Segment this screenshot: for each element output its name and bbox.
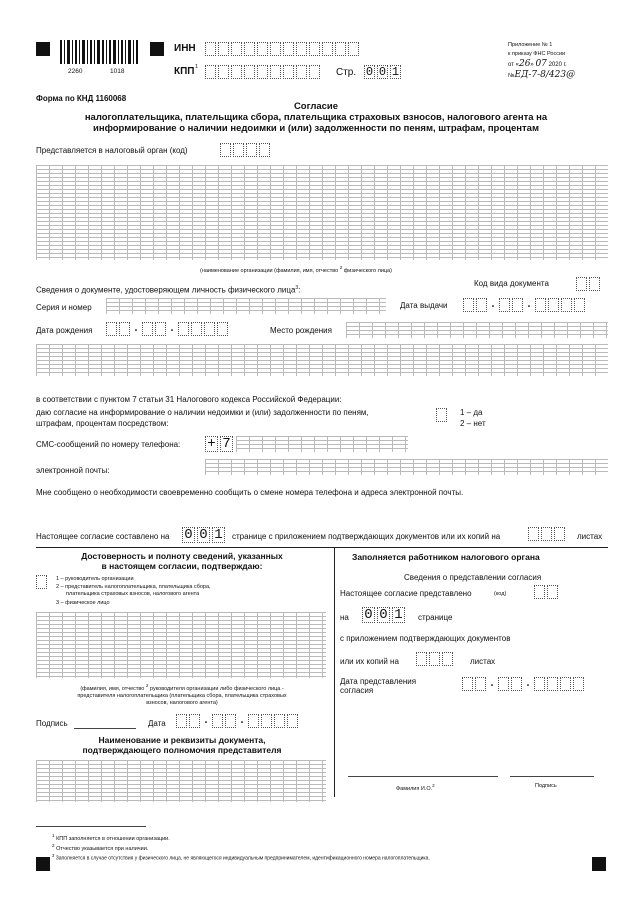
document-title <box>36 101 596 134</box>
presented-code-caption: (код) <box>494 591 507 597</box>
barcode-number-1: 2260 <box>68 68 83 75</box>
fn1-text: КПП заполняется в отношении организации. <box>56 835 170 842</box>
birth-place-label: Место рождения <box>270 326 332 335</box>
left-title-line-1: Достоверность и полноту сведений, указанных <box>81 551 283 561</box>
option-yes: 1 – да <box>460 408 483 417</box>
date-label: Дата <box>148 719 166 728</box>
footnote-3 <box>52 852 430 863</box>
official-signature-caption: Подпись <box>535 783 557 789</box>
consent-text-line-1: даю согласие на информирование о наличии недоимки и (или) задолженности по пеням, <box>36 408 369 417</box>
on-digit: 1 <box>392 607 405 623</box>
birth-place-grid-2[interactable] <box>36 344 608 376</box>
appendix-date-prefix: от « <box>508 62 519 68</box>
on-digit: 0 <box>362 607 375 623</box>
series-number-label: Серия и номер <box>36 303 92 312</box>
right-section-subtitle: Сведения о представлении согласия <box>404 573 542 582</box>
identity-doc-text: Сведения о документе, удостоверяющем личность физического лица <box>36 285 296 295</box>
signer-name-grid[interactable] <box>36 612 326 678</box>
fio-caption <box>396 782 435 793</box>
corner-marker-bottom-right <box>592 857 606 871</box>
signature-line[interactable] <box>74 728 136 729</box>
notice-text: Мне сообщено о необходимости своевременно сообщить о смене номера телефона и адреса электронной почты. <box>36 488 464 497</box>
pages-digit: 0 <box>182 527 195 543</box>
appendix-day: 26 <box>518 59 531 69</box>
legal-basis: в соответствии с пунктом 7 статьи 31 Налогового кодекса Российской Федерации: <box>36 395 342 404</box>
title-line-3: информирование о наличии недоимки и (или) задолженности по пеням, штрафам, процентам <box>92 123 539 134</box>
on-pages-cells <box>362 607 407 623</box>
section-divider-top <box>36 547 608 548</box>
fio-sup: 2 <box>432 783 435 788</box>
caption-sup: 2 <box>339 265 343 270</box>
caption-1: (фамилия, имя, отчество <box>80 685 146 692</box>
appendix-no-value: ЕД-7-8/423@ <box>514 70 576 80</box>
fn2-text: Отчество указывается при наличии. <box>56 845 149 852</box>
inn-cells[interactable] <box>205 42 361 56</box>
organization-name-grid[interactable] <box>36 165 608 260</box>
fn3-text: Заполняется в случае отсутствия у физического лица, не являющегося индивидуальным предпринимателем, идентификационного номера налогоплательщика. <box>55 855 430 862</box>
presented-label: Настоящее согласие представлено <box>340 589 472 598</box>
sheets-label: листах <box>577 532 603 541</box>
official-signature-line[interactable] <box>510 776 594 777</box>
email-grid[interactable] <box>205 459 608 475</box>
phone-prefix-seven: 7 <box>220 436 233 452</box>
page-label: Стр. <box>336 67 357 78</box>
caption-part: (наименование организации (фамилия, имя, отчество <box>200 267 340 274</box>
appendix-line-1: Приложение № 1 <box>508 42 553 48</box>
on-digit: 0 <box>377 607 390 623</box>
page-digit: 0 <box>365 65 374 79</box>
appendix-line-2: к приказу ФНС России <box>508 51 566 57</box>
representative-doc-grid[interactable] <box>36 760 326 802</box>
issue-date-cells[interactable]: . . <box>463 298 587 312</box>
fio-label: Фамилия И.О. <box>396 785 433 792</box>
series-number-grid[interactable] <box>106 298 386 314</box>
inn-label: ИНН <box>174 43 196 54</box>
presented-code-cells[interactable] <box>534 585 560 599</box>
caption-2: представителя налогоплательщика (плательщика сбора, плательщика страховых <box>77 692 287 699</box>
pages-middle-text: странице с приложением подтверждающих документов или их копий на <box>232 532 501 541</box>
caption-end: физического лица) <box>342 267 392 274</box>
form-code: Форма по КНД 1160068 <box>36 94 127 103</box>
left-section-title <box>36 551 328 571</box>
corner-marker-top-left <box>36 42 50 56</box>
submission-date-label-1: Дата представления <box>340 677 417 686</box>
consent-choice-cell[interactable] <box>436 408 449 422</box>
birth-place-grid-1[interactable] <box>346 322 608 338</box>
page-number-cells <box>364 65 403 79</box>
fio-line[interactable] <box>348 776 498 777</box>
kpp-footnote-ref: 1 <box>195 64 199 70</box>
appendix-month: 07 <box>535 59 547 69</box>
signer-option-3: 3 – физическое лицо <box>56 600 110 606</box>
identity-doc-sup: 3 <box>295 285 299 291</box>
caption-3: взносов, налогового агента) <box>146 699 218 706</box>
signature-date-cells[interactable]: . . <box>176 714 300 728</box>
corner-marker-top-mid <box>150 42 164 56</box>
birth-date-cells[interactable]: . . <box>106 322 230 336</box>
page-digit: 0 <box>378 65 387 79</box>
title-line-2: налогоплательщика, плательщика сбора, плательщика страховых взносов, налогового агента на <box>84 112 548 123</box>
right-section-title: Заполняется работником налогового органа <box>352 552 540 562</box>
sheets-count-cells[interactable] <box>528 527 567 541</box>
representative-doc-title <box>36 735 328 755</box>
signer-type-cell[interactable] <box>36 575 49 589</box>
signer-option-2b: плательщика страховых взносов, налогового агента <box>66 591 200 597</box>
signer-option-1: 1 – руководитель организации <box>56 576 134 582</box>
left-title-line-2: в настоящем согласии, подтверждаю: <box>101 561 263 571</box>
appendix-number <box>508 70 575 80</box>
pages-digit: 0 <box>197 527 210 543</box>
phone-prefix-cells <box>205 436 235 452</box>
with-docs-label: с приложением подтверждающих документов <box>340 634 511 643</box>
page-word: странице <box>418 613 453 622</box>
fn1-sup: 1 <box>52 833 55 838</box>
signer-option-2a: 2 – представитель налогоплательщика, плательщика сбора, <box>56 584 211 590</box>
rep-doc-line-2: подтверждающего полномочия представителя <box>82 745 282 755</box>
caption-sup-2: 2 <box>145 683 149 688</box>
section-divider-vertical <box>334 547 335 797</box>
appendix-date: от «26» 07 2020 г. <box>508 59 567 69</box>
title-line-1: Согласие <box>293 101 339 112</box>
right-sheets-label: листах <box>470 657 496 666</box>
signer-caption <box>36 682 328 707</box>
issue-date-label: Дата выдачи <box>400 301 448 310</box>
barcode <box>60 40 140 64</box>
organization-name-caption <box>200 264 392 275</box>
doc-type-label: Код вида документа <box>474 279 549 288</box>
fn2-sup: 2 <box>52 843 55 848</box>
pages-digit: 1 <box>212 527 225 543</box>
pages-label: Настоящее согласие составлено на <box>36 532 170 541</box>
kpp-label: КПП <box>174 66 195 77</box>
submission-date-cells[interactable]: . . <box>462 677 586 691</box>
or-copies-label: или их копий на <box>340 657 399 666</box>
rep-doc-line-1: Наименование и реквизиты документа, <box>98 735 266 745</box>
tax-authority-label: Представляется в налоговый орган (код) <box>36 146 188 155</box>
on-label: на <box>340 613 349 622</box>
signature-label: Подпись <box>36 719 68 728</box>
fn3-sup: 3 <box>52 853 55 858</box>
page-digit: 1 <box>391 65 400 79</box>
phone-prefix-plus: + <box>205 436 218 452</box>
doc-type-cells[interactable] <box>576 277 602 291</box>
pages-count-cells <box>182 527 227 543</box>
tax-authority-code-cells[interactable] <box>220 143 272 157</box>
submission-date-label-2: согласия <box>340 686 374 695</box>
option-no: 2 – нет <box>460 419 486 428</box>
barcode-number-2: 1018 <box>110 68 125 75</box>
footnote-divider <box>36 826 146 827</box>
corner-marker-bottom-left <box>36 857 50 871</box>
email-label: электронной почты: <box>36 466 110 475</box>
kpp-cells[interactable] <box>205 65 322 79</box>
sms-label: СМС-сообщений по номеру телефона: <box>36 440 181 449</box>
appendix-year: 2020 г. <box>548 62 567 68</box>
caption-1-end: руководителя организации либо физического лица - <box>148 685 284 692</box>
consent-text-line-2: штрафам, процентам посредством: <box>36 419 169 428</box>
copies-sheets-cells[interactable] <box>416 652 455 666</box>
birth-date-label: Дата рождения <box>36 326 93 335</box>
identity-doc-label: Сведения о документе, удостоверяющем личность физического лица$^3$: <box>36 285 301 295</box>
phone-number-grid[interactable] <box>236 436 408 452</box>
appendix-no-prefix: № <box>508 73 515 79</box>
